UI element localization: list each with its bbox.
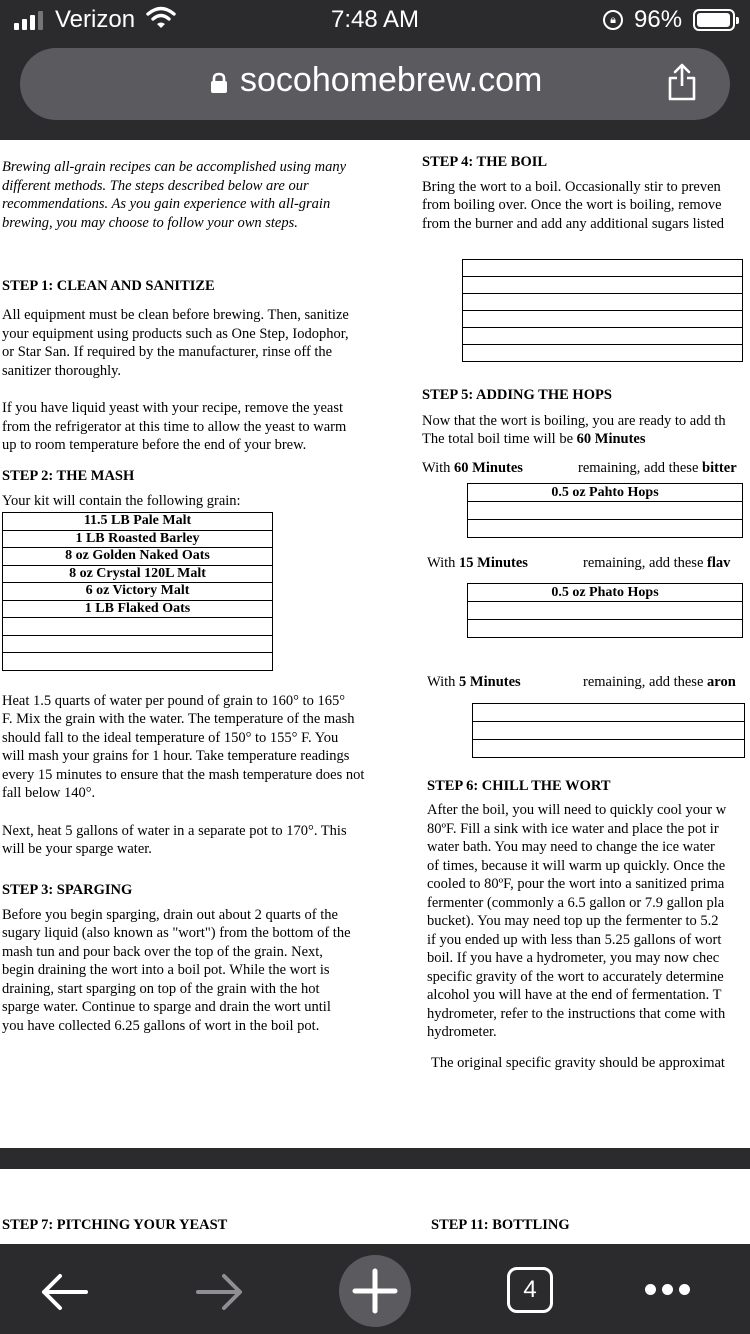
step5-line: Now that the wort is boiling, you are ready to add th (422, 413, 726, 429)
mash-line: should fall to the ideal temperature of 150° to 155° F. You (2, 730, 339, 746)
url-text: socohomebrew.com (240, 61, 543, 99)
grain-cell: 11.5 LB Pale Malt (3, 513, 273, 531)
grain-cell: 8 oz Crystal 120L Malt (3, 565, 273, 583)
table-row (3, 635, 273, 653)
step6-line: of times, because it will warm up quickly. Once the (427, 858, 726, 874)
step6-line: After the boil, you will need to quickly cool your w (427, 802, 727, 818)
status-time: 7:48 AM (330, 6, 420, 33)
grain-cell: 8 oz Golden Naked Oats (3, 548, 273, 566)
grain-cell: 6 oz Victory Malt (3, 583, 273, 601)
step3-line: draining, start sparging on top of the grain with the hot (2, 981, 320, 997)
hop-cell: 0.5 oz Pahto Hops (468, 484, 743, 502)
step11-heading: STEP 11: BOTTLING (431, 1217, 570, 1233)
table-row (3, 583, 273, 601)
more-dots-icon[interactable] (645, 1284, 690, 1295)
step6-line: alcohol you will have at the end of fermentation. T (427, 987, 722, 1003)
yeast-line: If you have liquid yeast with your recipe, remove the yeast (2, 400, 344, 416)
step3-heading: STEP 3: SPARGING (2, 882, 133, 898)
step5-line: The total boil time will be 60 Minutes (422, 431, 646, 447)
hop2-instruction: remaining, add these flav (583, 555, 731, 571)
mash-line: F. Mix the grain with the water. The temperature of the mash (2, 711, 355, 727)
step3-line: begin draining the wort into a boil pot. While the wort is (2, 962, 330, 978)
table-row (3, 548, 273, 566)
step6-line: 80ºF. Fill a sink with ice water and place the pot ir (427, 821, 719, 837)
share-icon[interactable] (666, 62, 698, 102)
new-tab-button[interactable] (339, 1255, 411, 1327)
table-row (3, 653, 273, 671)
table-row (468, 484, 743, 502)
hop-cell (468, 602, 743, 620)
hop3-label: With 5 Minutes (427, 674, 521, 690)
yeast-line: from the refrigerator at this time to allow the yeast to warm (2, 419, 347, 435)
lock-icon (210, 72, 228, 94)
aroma-hops-table (472, 703, 745, 758)
hop2-label: With 15 Minutes (427, 555, 528, 571)
step3-line: sparge water. Continue to sparge and drain the wort until (2, 999, 331, 1015)
tabs-icon[interactable]: 4 (507, 1267, 553, 1313)
table-row (3, 618, 273, 636)
step1-line: sanitizer thoroughly. (2, 363, 122, 379)
step1-heading: STEP 1: CLEAN AND SANITIZE (2, 278, 215, 294)
hop-cell (468, 620, 743, 638)
battery-percentage: 96% (634, 6, 683, 33)
table-row (468, 620, 743, 638)
bittering-hops-table (467, 483, 743, 538)
grain-cell (3, 635, 273, 653)
step4-heading: STEP 4: THE BOIL (422, 154, 548, 170)
hop-cell: 0.5 oz Phato Hops (468, 584, 743, 602)
sparge-water-line: Next, heat 5 gallons of water in a separate pot to 170°. This (2, 823, 347, 839)
flavor-hops-table (467, 583, 743, 638)
browser-bottom-toolbar (0, 1244, 750, 1334)
step6-og-line: The original specific gravity should be approximat (431, 1055, 725, 1071)
step6-line: cooled to 80ºF, pour the wort into a sanitized prima (427, 876, 725, 892)
address-bar[interactable] (20, 48, 730, 120)
step2-intro: Your kit will contain the following grain: (2, 493, 241, 509)
orientation-lock-icon: 🔒︎ (603, 10, 623, 30)
step1-line: All equipment must be clean before brewing. Then, sanitize (2, 307, 349, 323)
step6-line: bucket). You may need top up the fermenter to 5.2 (427, 913, 719, 929)
step6-line: specific gravity of the wort to accurately determine (427, 969, 724, 985)
step3-line: mash tun and pour back over the top of the grain. Next, (2, 944, 323, 960)
intro-line: different methods. The steps described below are our (2, 178, 309, 194)
yeast-line: up to room temperature before the end of your brew. (2, 437, 307, 453)
step6-line: hydrometer. (427, 1024, 497, 1040)
step7-heading: STEP 7: PITCHING YOUR YEAST (2, 1217, 228, 1233)
grain-cell (3, 618, 273, 636)
sugars-table (462, 259, 743, 362)
step6-line: hydrometer, refer to the instructions that come with (427, 1006, 726, 1022)
step5-heading: STEP 5: ADDING THE HOPS (422, 387, 612, 403)
step4-line: from boiling over. Once the wort is boiling, remove (422, 197, 722, 213)
step4-line: Bring the wort to a boil. Occasionally stir to preven (422, 179, 721, 195)
mash-line: every 15 minutes to ensure that the mash temperature does not (2, 767, 365, 783)
battery-icon (693, 9, 735, 31)
mash-line: fall below 140°. (2, 785, 96, 801)
grain-cell (3, 653, 273, 671)
mash-line: Heat 1.5 quarts of water per pound of grain to 160° to 165° (2, 693, 346, 709)
page-separator (0, 1148, 750, 1169)
table-row (468, 502, 743, 520)
table-row (468, 584, 743, 602)
intro-line: Brewing all-grain recipes can be accomplished using many (2, 159, 347, 175)
grain-cell: 1 LB Roasted Barley (3, 530, 273, 548)
table-row (468, 602, 743, 620)
hop-cell (468, 502, 743, 520)
hop1-label: With 60 Minutes (422, 460, 523, 476)
table-row (468, 520, 743, 538)
next-document-page[interactable] (0, 1169, 750, 1244)
step6-heading: STEP 6: CHILL THE WORT (427, 778, 611, 794)
step6-line: boil. If you have a hydrometer, you may now chec (427, 950, 720, 966)
carrier-name: Verizon (55, 6, 136, 33)
forward-arrow-icon[interactable] (192, 1264, 248, 1320)
grain-cell: 1 LB Flaked Oats (3, 600, 273, 618)
step6-line: fermenter (commonly a 6.5 gallon or 7.9 gallon pla (427, 895, 725, 911)
hop-cell (468, 520, 743, 538)
step3-line: Before you begin sparging, drain out about 2 quarts of the (2, 907, 338, 923)
table-row (3, 513, 273, 531)
step6-line: if you ended up with less than 5.25 gallons of wort (427, 932, 722, 948)
intro-line: recommendations. As you gain experience with all-grain (2, 196, 331, 212)
step3-line: sugary liquid (also known as "wort") from the bottom of the (2, 925, 351, 941)
step4-line: from the burner and add any additional sugars listed (422, 216, 725, 232)
document-page[interactable] (0, 140, 750, 1148)
plus-icon (339, 1255, 411, 1327)
grain-table (2, 512, 273, 671)
browser-top-bar (0, 0, 750, 140)
mash-line: will mash your grains for 1 hour. Take temperature readings (2, 748, 350, 764)
step6-line: water bath. You may need to change the ice water (427, 839, 715, 855)
step1-line: or Star San. If required by the manufacturer, rinse off the (2, 344, 333, 360)
hop1-instruction: remaining, add these bitter (578, 460, 737, 476)
step2-heading: STEP 2: THE MASH (2, 468, 135, 484)
step1-line: your equipment using products such as One Step, Iodophor, (2, 326, 349, 342)
intro-line: brewing, you may choose to follow your own steps. (2, 215, 298, 231)
table-row (3, 565, 273, 583)
hop3-instruction: remaining, add these aron (583, 674, 736, 690)
back-arrow-icon[interactable] (36, 1264, 92, 1320)
sparge-water-line: will be your sparge water. (2, 841, 152, 857)
table-row (3, 530, 273, 548)
step3-line: you have collected 6.25 gallons of wort in the boil pot. (2, 1018, 320, 1034)
table-row (3, 600, 273, 618)
